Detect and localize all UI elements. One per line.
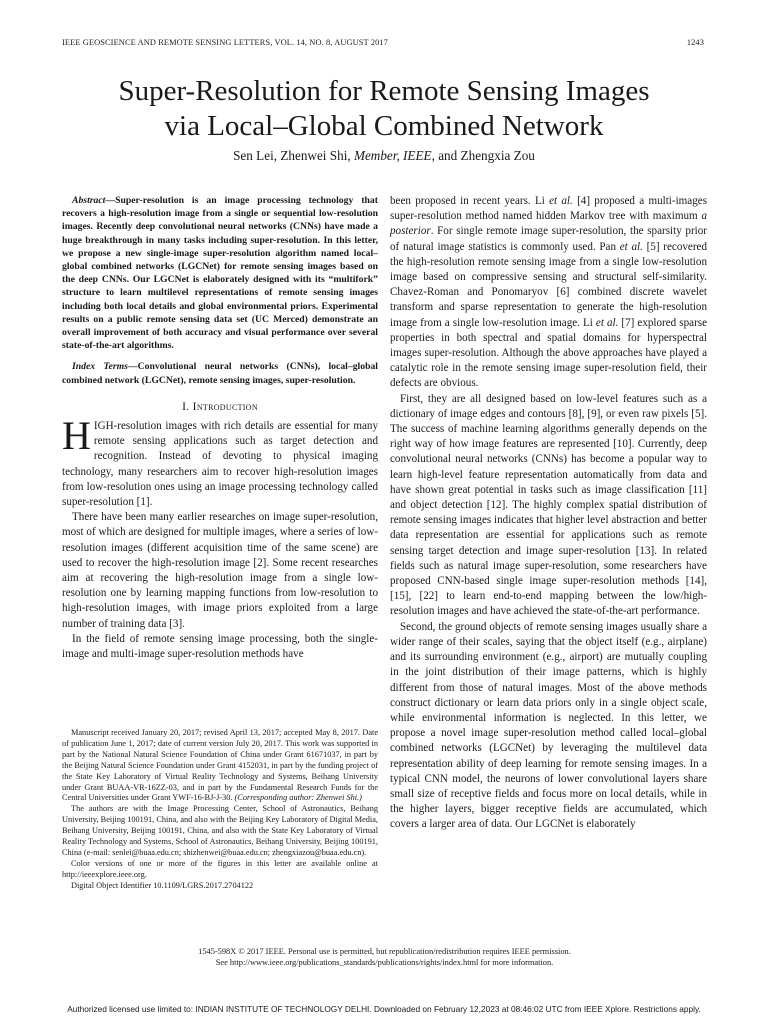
index-terms: Index Terms—Convolutional neural networks (CNNs), local–global combined network (LGCNet), remote sensing images, super-resolution. <box>62 361 378 386</box>
running-header <box>62 38 704 50</box>
doi-note: Digital Object Identifier 10.1109/LGRS.2017.2704122 <box>71 880 254 890</box>
author-list <box>40 148 728 164</box>
first-page-footnote <box>62 728 378 892</box>
right-paragraph-2: First, they are all designed based on low-level features such as a dictionary of image edges and contours [8], [9], or even raw pixels [5]. The success of machine learning algorithms generally depends on the right way of how image features are represented [10]. Currently, deep convolutional neural networks (CNNs) has become a popular way to learn high-level feature representation automatically from data and have shown great potential in tasks such as image classification [11] and object detection [12]. The highly complex spatial distribution of remote sensing images indicates that higher level abstraction and better data representation are essential for applications such as remote sensing target detection and image super-resolution [13]. In related fields such as natural image super-resolution, some researchers have proposed CNN-based single image super-resolution methods [14], [15], [22] to learn end-to-end mapping between the low/high-resolution images and have achieved the state-of-the-art performance. <box>390 392 707 618</box>
left-column <box>62 194 378 662</box>
intro-paragraph-1: HIGH-resolution images with rich details are essential for many remote sensing applications such as target detection and recognition. Instead of devoting to physical imaging technology, many researchers aim to recover high-resolution images from low-resolution ones using an image processing technology called super-resolution [1]. <box>62 413 378 509</box>
right-paragraph-1: been proposed in recent years. Li et al. [4] proposed a multi-images super-resolution method named hidden Markov tree with maximum a posterior. For single remote image super-resolution, the sparsity prior of natural image statistics is commonly used. Pan et al. [5] recovered the high-resolution remote sensing image from a single low-resolution image based on compressive sensing and structural self-similarity. Chavez-Roman and Ponomaryov [6] combined discrete wavelet transform and sparse representation to generate the high-resolution image from a single low-resolution image. Li et al. [7] explored sparse properties in both spectral and spatial domains for hyperspectral images super-resolution. Although the above approaches have played a catalytic role in the remote sensing image super-resolution field, their defects are obvious. <box>390 195 708 390</box>
member-title: Member, IEEE <box>353 148 432 163</box>
page-number: 1243 <box>686 38 704 47</box>
drop-cap: H <box>62 413 91 459</box>
copyright-line-1: 1545-598X © 2017 IEEE. Personal use is permitted, but republication/redistribution requires IEEE permission. <box>198 947 571 956</box>
intro-paragraph-2: There have been many earlier researches on image super-resolution, most of which are designed for multiple images, where a series of low-resolution images (different acquisition time of the same scene) are used to recover the high-resolution image [2]. Some recent researches aim at recovering the high-resolution image from a single low-resolution one by learning mapping functions from low-resolution to high-resolution images, with image priors exploited from a large number of training data [3]. <box>62 511 378 630</box>
copyright-line-2: See http://www.ieee.org/publications_standards/publications/rights/index.html for more information. <box>215 958 554 967</box>
section-heading-introduction: I. Introduction <box>182 399 258 413</box>
license-banner: Authorized licensed use limited to: INDIAN INSTITUTE OF TECHNOLOGY DELHI. Downloaded on February 12,2023 at 08:46:02 UTC from IEEE Xplore. Restrictions apply. <box>67 1004 701 1014</box>
right-paragraph-3: Second, the ground objects of remote sensing images usually share a wider range of their scales, saying that the object itself (e.g., airplane) and its surrounding environment (e.g., airport) are mutually coupling in the joint distribution of their image patterns, which is highly different from those of natural images. Most of the above methods construct dictionary or learn data priors only in a single object scale, while environmental information is neglected. In this letter, we propose a novel image super-resolution method called local–global combined networks (LGCNet) by leveraging the multilevel data representation ability of deep learning for remote sensing images. In a typical CNN model, the neurons of lower convolutional layers share small size of receptive fields and focus more on local details, while in the higher layers, bigger receptive fields are accumulated, which covers a larger area of data. Our LGCNet is elaborately <box>390 620 707 831</box>
title-line-1: Super-Resolution for Remote Sensing Images <box>118 75 650 107</box>
right-column <box>390 194 707 833</box>
journal-name: IEEE GEOSCIENCE AND REMOTE SENSING LETTERS, VOL. 14, NO. 8, AUGUST 2017 <box>62 38 388 47</box>
index-terms-text: Convolutional neural networks (CNNs), local–global combined network (LGCNet), remote sensing images, super-resolution. <box>62 361 378 386</box>
abstract-text: Super-resolution is an image processing technology that recovers a high-resolution image from a single or sequential low-resolution images. Recently deep convolutional neural networks (CNNs) have made a huge breakthrough in many tasks including super-resolution. In this letter, we propose a new single-image super-resolution algorithm named local–global combined networks (LGCNet) for remote sensing images based on the deep CNNs. Our LGCNet is elaborately designed with its “multifork” structure to learn multilevel representations of remote sensing images including both local details and global environmental priors. Experimental results on a public remote sensing data set (UC Merced) demonstrate an overall improvement of both accuracy and visual performance over several state-of-the-art algorithms. <box>62 195 378 352</box>
affiliation-note: The authors are with the Image Processing Center, School of Astronautics, Beihang University, Beijing 100191, China, and also with the Beijing Key Laboratory of Digital Media, Beihang University, Beijing 100191, China, and also with the State Key Laboratory of Virtual Reality Technology and Systems, School of Astronautics, Beihang University, Beijing 100191, China (e-mail: senlei@buaa.edu.cn; shizhenwei@buaa.edu.cn; zhengxiazou@buaa.edu.cn). <box>62 804 378 857</box>
intro-paragraph-3: In the field of remote sensing image processing, both the single-image and multi-image super-resolution methods have <box>62 632 378 661</box>
paper-title <box>40 74 728 144</box>
index-terms-label: Index Terms <box>72 361 128 373</box>
copyright-notice <box>62 946 707 968</box>
color-versions-note: Color versions of one or more of the figures in this letter are available online at http://ieeexplore.ieee.org. <box>62 858 378 879</box>
abstract: Abstract—Super-resolution is an image processing technology that recovers a high-resolution image from a single or sequential low-resolution images. Recently deep convolutional neural networks (CNNs) have made a huge breakthrough in many tasks including super-resolution. In this letter, we propose a new single-image super-resolution algorithm named local–global combined networks (LGCNet) for remote sensing images based on the deep CNNs. Our LGCNet is elaborately designed with its “multifork” structure to learn multilevel representations of remote sensing images including both local details and global environmental priors. Experimental results on a public remote sensing data set (UC Merced) demonstrate an overall improvement of both accuracy and visual performance over several state-of-the-art algorithms. <box>62 195 378 352</box>
manuscript-note: Manuscript received January 20, 2017; revised April 13, 2017; accepted May 8, 2017. Date of publication June 1, 2017; date of current version July 20, 2017. This work was supported in part by the National Natural Science Foundation of China under Grant 61671037, in part by the Beijing Natural Science Foundation under Grant 4152031, in part by the funding project of the State Key Laboratory of Virtual Reality Technology and Systems, Beihang University under Grant BUAA-VR-16ZZ-03, and in part by the Fundamental Research Funds for the Central Universities under Grant YWF-16-BJ-J-30. (Corresponding author: Zhenwei Shi.) <box>62 728 378 803</box>
corresponding-author: (Corresponding author: Zhenwei Shi.) <box>234 793 362 803</box>
author-names: Sen Lei, Zhenwei Shi, <box>233 148 354 163</box>
author-names-tail: , and Zhengxia Zou <box>431 148 535 163</box>
title-line-2: via Local–Global Combined Network <box>164 110 604 142</box>
abstract-label: Abstract <box>72 195 106 206</box>
